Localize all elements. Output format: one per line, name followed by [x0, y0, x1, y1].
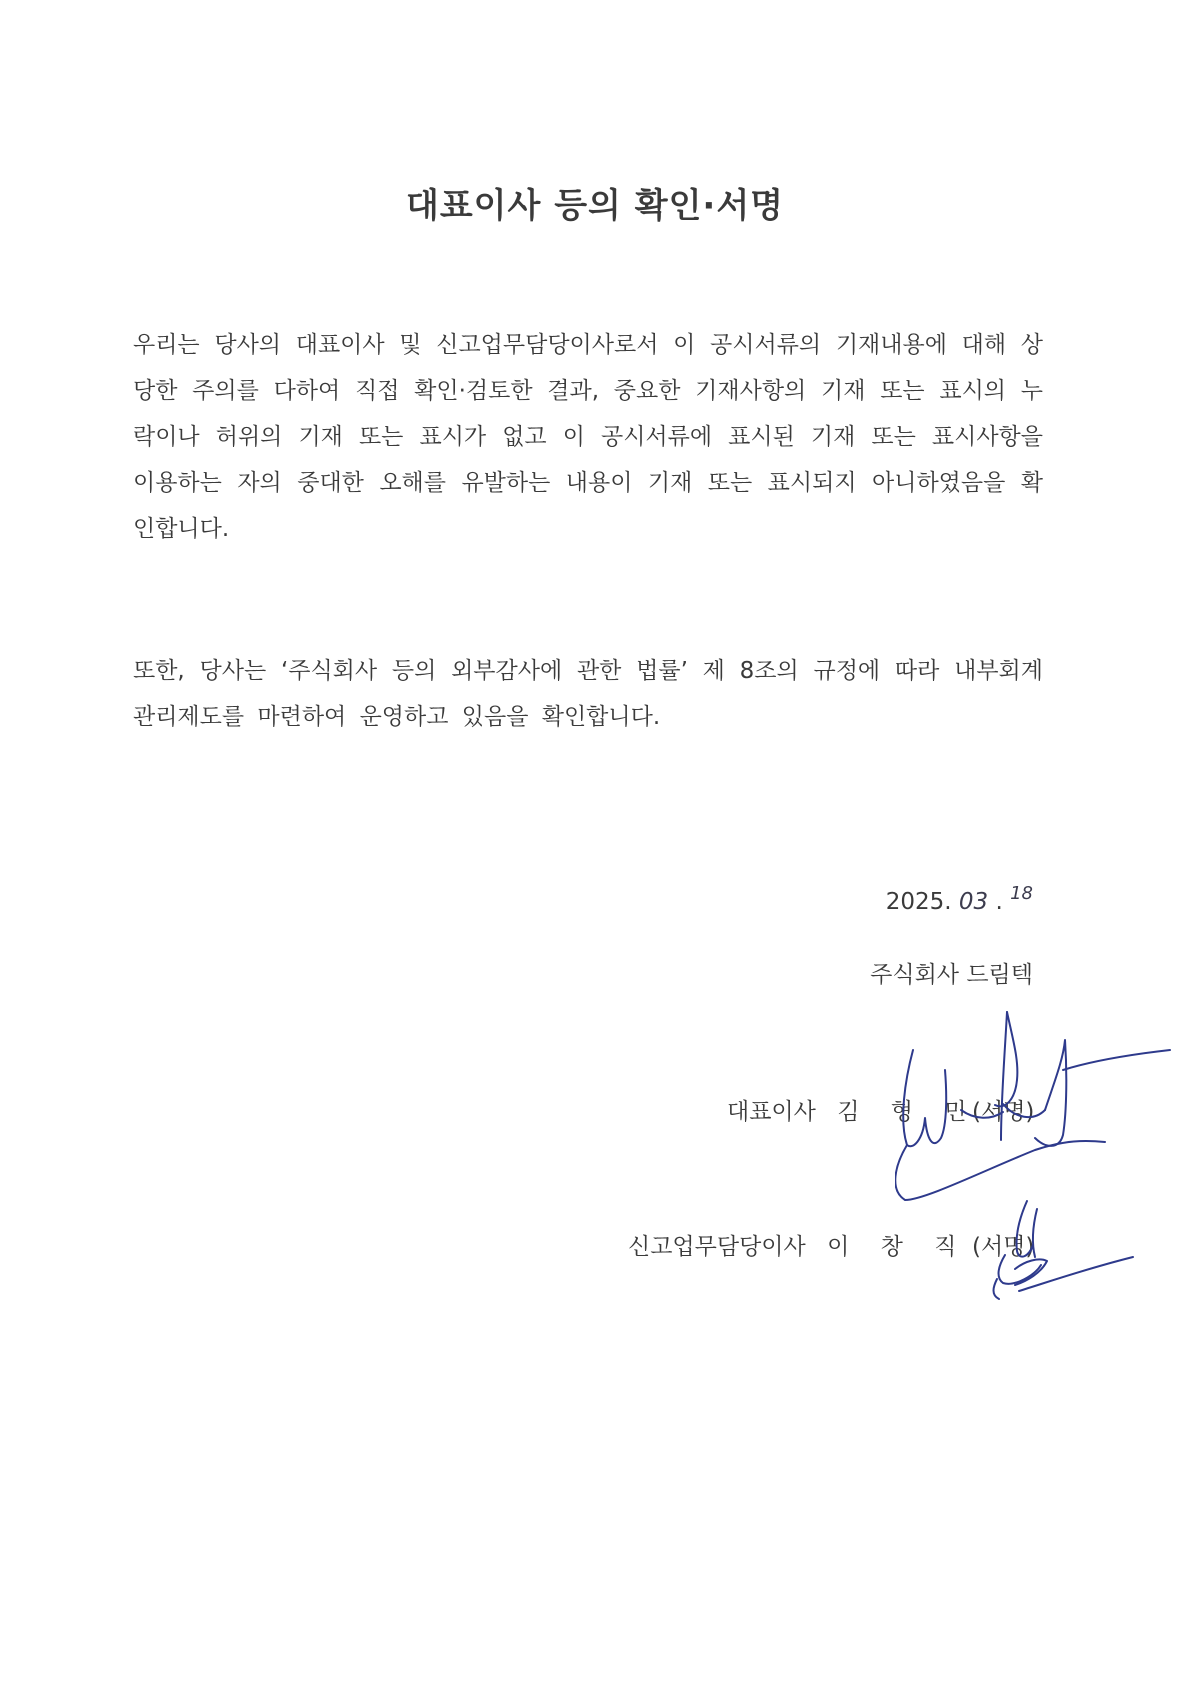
reporting-director-signature-line — [628, 1228, 1035, 1261]
date-year: 2025. — [885, 889, 952, 915]
signing-date — [885, 883, 1033, 915]
confirmation-paragraph: 우리는 당사의 대표이사 및 신고업무담당이사로서 이 공시서류의 기재내용에 대해 상당한 주의를 다하여 직접 확인·검토한 결과, 중요한 기재사항의 기재 또는 표시의 누락이나 허위의 기재 또는 표시가 없고 이 공시서류에 표시된 기재 또는 표시사항을 이용하는 자의 중대한 오해를 유발하는 내용이 기재 또는 표시되지 아니하였음을 확인합니다. — [133, 332, 1043, 542]
ceo-signature-line — [727, 1093, 1035, 1126]
reporting-director-name: 이 창 직 — [827, 1234, 969, 1260]
internal-control-paragraph: 또한, 당사는 ‘주식회사 등의 외부감사에 관한 법률’ 제 8조의 규정에 따라 내부회계 관리제도를 마련하여 운영하고 있음을 확인합니다. — [133, 658, 1043, 730]
ceo-role: 대표이사 — [727, 1099, 816, 1125]
ceo-name: 김 형 민 — [837, 1099, 979, 1125]
date-day-handwritten: 18 — [1010, 883, 1033, 904]
reporting-director-signature-mark: (서명) — [972, 1234, 1035, 1260]
document-title: 대표이사 등의 확인·서명 — [405, 186, 785, 226]
reporting-director-role: 신고업무담당이사 — [628, 1234, 806, 1260]
date-month-handwritten: 03 — [958, 889, 989, 915]
date-separator: . — [995, 889, 1003, 915]
ceo-signature-mark: (서명) — [972, 1099, 1035, 1125]
company-name: 주식회사 드림텍 — [870, 962, 1033, 988]
